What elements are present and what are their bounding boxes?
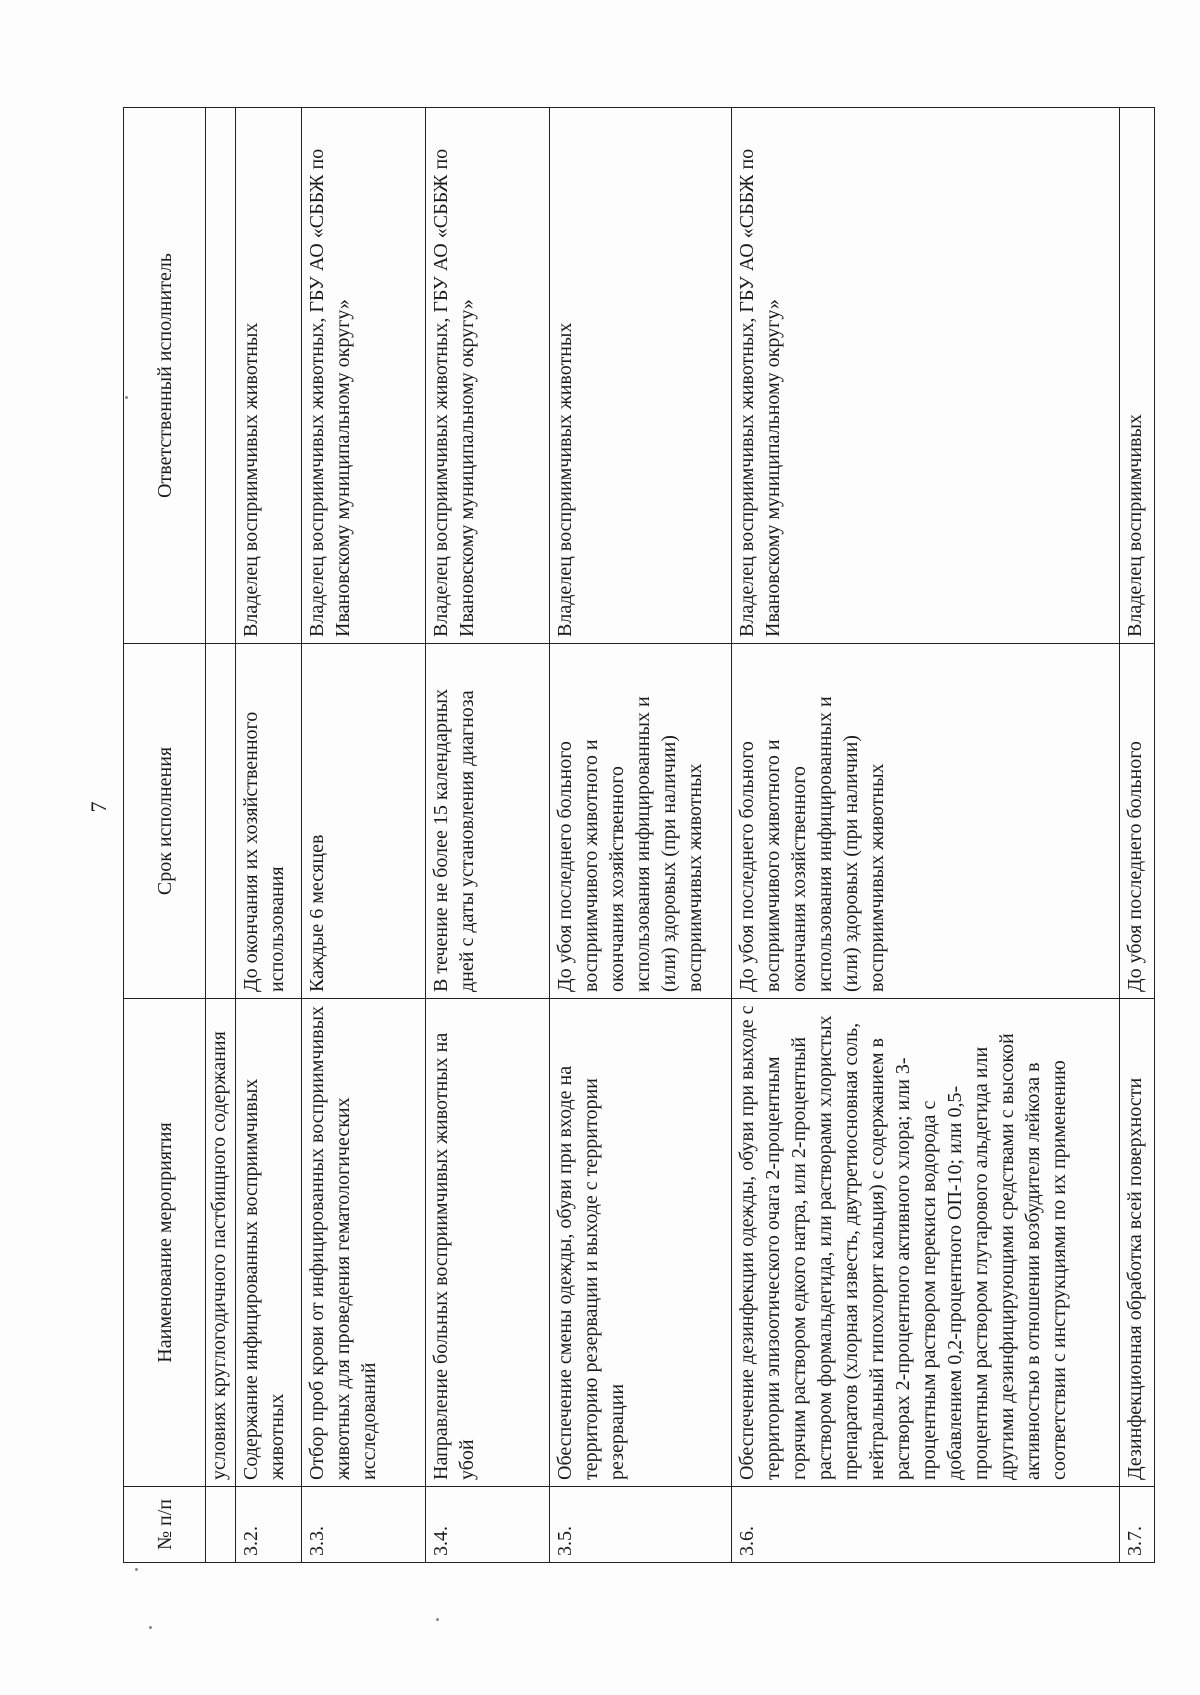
measures-table bbox=[123, 107, 1155, 1563]
row-term: До окончания их хозяйственного использования bbox=[236, 644, 301, 999]
row-term: До убоя последнего больного восприимчивого животного и окончания хозяйственного использования инфицированных и (или) здоровых (при наличии) восприимчивых животных bbox=[550, 644, 732, 999]
table-row bbox=[550, 108, 732, 1563]
scan-speck bbox=[149, 1626, 152, 1629]
table-row bbox=[236, 108, 301, 1563]
row-num: 3.6. bbox=[731, 1487, 1119, 1563]
row-num: 3.4. bbox=[426, 1487, 550, 1563]
row-num: 3.5. bbox=[550, 1487, 732, 1563]
row-name: Направление больных восприимчивых животных на убой bbox=[426, 999, 550, 1487]
row-executor: Владелец восприимчивых животных, ГБУ АО «СББЖ по Ивановскому муниципальному округу» bbox=[426, 108, 550, 644]
row-executor: Владелец восприимчивых животных, ГБУ АО «СББЖ по Ивановскому муниципальному округу» bbox=[301, 108, 425, 644]
header-executor: Ответственный исполнитель bbox=[124, 108, 206, 644]
table-row bbox=[301, 108, 425, 1563]
header-name: Наименование мероприятия bbox=[124, 999, 206, 1487]
table-header-row bbox=[124, 108, 206, 1563]
row-executor: Владелец восприимчивых животных bbox=[550, 108, 732, 644]
table-row bbox=[1119, 108, 1154, 1563]
section-continuation-row bbox=[206, 108, 236, 1563]
table-row bbox=[731, 108, 1119, 1563]
row-num: 3.7. bbox=[1119, 1487, 1154, 1563]
row-executor: Владелец восприимчивых животных bbox=[236, 108, 301, 644]
section-exec-cell bbox=[206, 108, 236, 644]
row-name: Обеспечение смены одежды, обуви при входе на территорию резервации и выходе с территории резервации bbox=[550, 999, 732, 1487]
row-num: 3.3. bbox=[301, 1487, 425, 1563]
row-executor: Владелец восприимчивых животных, ГБУ АО «СББЖ по Ивановскому муниципальному округу» bbox=[731, 108, 1119, 644]
section-continuation-text: условиях круглогодичного пастбищного содержания bbox=[206, 999, 236, 1487]
page-number: 7 bbox=[86, 801, 111, 813]
row-name: Обеспечение дезинфекции одежды, обуви при выходе с территории эпизоотического очага 2-процентным горячим раствором едкого натра, или 2-процентный раствором формальдегида, или растворами хлористых препаратов (хлорная известь, двутретиосновная соль, нейтральный гипохлорит кальция) с содержанием в растворах 2-процентного активного хлора; или 3-процентным раствором перекиси водорода с добавлением 0,2-процентного ОП-10; или 0,5-процентным раствором глутарового альдегида или другими дезинфицирующими средствами с высокой активностью в отношении возбудителя лейкоза в соответствии с инструкциями по их применению bbox=[731, 999, 1119, 1487]
table-row bbox=[426, 108, 550, 1563]
row-name: Дезинфекционная обработка всей поверхности bbox=[1119, 999, 1154, 1487]
section-term-cell bbox=[206, 644, 236, 999]
rotated-table-wrapper bbox=[123, 108, 1155, 1563]
header-num: № п/п bbox=[124, 1487, 206, 1563]
row-name: Отбор проб крови от инфицированных восприимчивых животных для проведения гематологических исследований bbox=[301, 999, 425, 1487]
scan-speck bbox=[125, 396, 128, 399]
header-term: Срок исполнения bbox=[124, 644, 206, 999]
row-term: До убоя последнего больного bbox=[1119, 644, 1154, 999]
row-term: До убоя последнего больного восприимчивого животного и окончания хозяйственного использования инфицированных и (или) здоровых (при наличии) восприимчивых животных bbox=[731, 644, 1119, 999]
row-executor: Владелец восприимчивых bbox=[1119, 108, 1154, 644]
scan-speck bbox=[135, 1568, 138, 1571]
row-name: Содержание инфицированных восприимчивых животных bbox=[236, 999, 301, 1487]
row-term: В течение не более 15 календарных дней с даты установления диагноза bbox=[426, 644, 550, 999]
row-term: Каждые 6 месяцев bbox=[301, 644, 425, 999]
row-num: 3.2. bbox=[236, 1487, 301, 1563]
scan-speck bbox=[436, 1618, 439, 1621]
section-num-cell bbox=[206, 1487, 236, 1563]
